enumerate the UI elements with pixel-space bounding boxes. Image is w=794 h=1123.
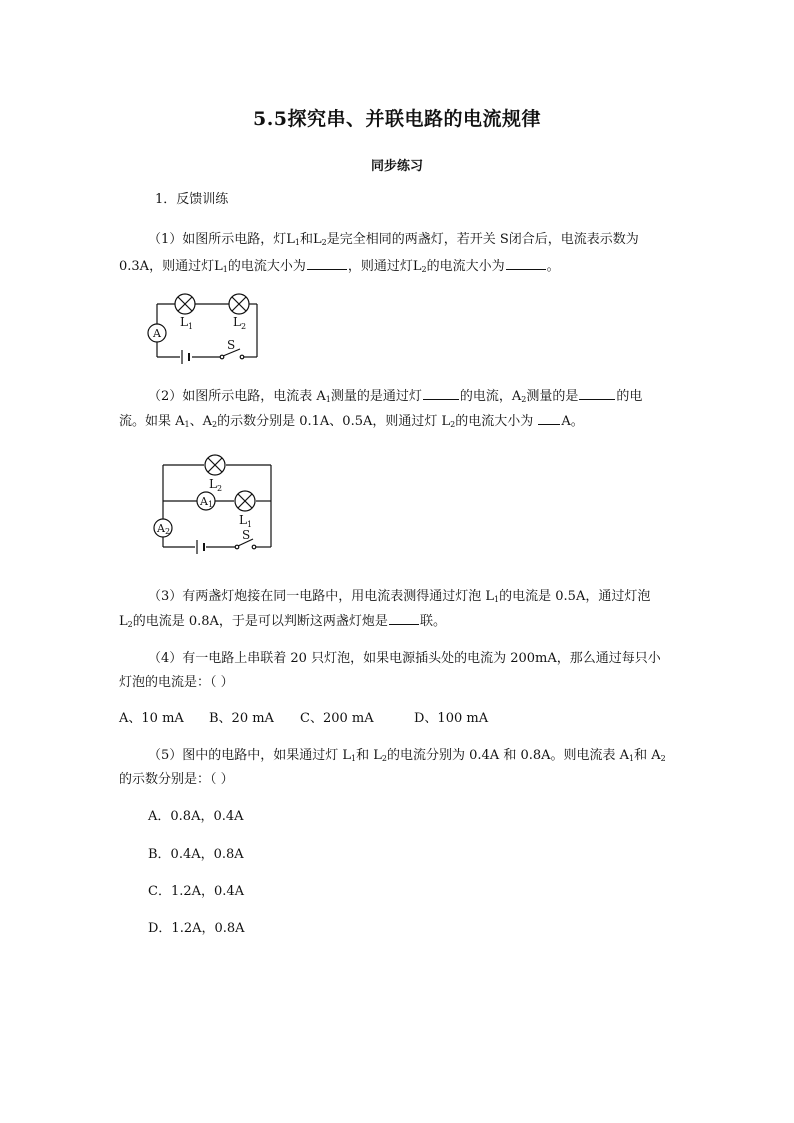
q5-option-a[interactable]: A．0.8A，0.4A <box>148 809 244 824</box>
q1-blank-2[interactable] <box>506 257 546 270</box>
svg-text:L: L <box>209 477 217 491</box>
q2-line-2: 流。如果 $A_1$、$A_2$的示数分别是 0.1A、0.5A，则通过灯 $L_2$的电流大小为 A。 <box>119 414 584 429</box>
q3-line-2: $L_2$的电流是 0.8A，于是可以判断这两盏灯炮是 联。 <box>119 614 446 629</box>
svg-text:A: A <box>200 495 208 508</box>
svg-text:2: 2 <box>241 322 247 331</box>
page-title: 5.5探究串、并联电路的电流规律 <box>252 108 542 130</box>
q4-line-1: （4）有一电路上串联着 20 只灯泡，如果电源插头处的电流为 200mA，那么通过每只小 <box>148 651 661 666</box>
svg-text:A: A <box>153 327 161 340</box>
svg-text:1: 1 <box>188 322 194 331</box>
page-subtitle: 同步练习 <box>370 159 423 174</box>
q5-option-c[interactable]: C．1.2A，0.4A <box>148 884 245 899</box>
svg-text:L: L <box>180 315 188 329</box>
q5-line-1: （5）图中的电路中，如果通过灯 $L_1$和 $L_2$的电流分别为 0.4A 和 0.8A。则电流表 $A_1$和 $A_2$ <box>148 748 666 763</box>
q1-line-2: 0.3A，则通过灯$L_1$的电流大小为 ，则通过灯$L_2$的电流大小为 。 <box>119 259 560 274</box>
svg-text:1: 1 <box>247 520 253 529</box>
q1-line-1: （1）如图所示电路，灯$L_1$和$L_2$是完全相同的两盏灯，若开关 S闭合后，电流表示数为 <box>148 232 639 247</box>
q2-blank-1[interactable] <box>423 387 459 400</box>
q5-option-b[interactable]: B．0.4A，0.8A <box>148 847 244 862</box>
q5-option-d[interactable]: D．1.2A，0.8A <box>148 921 245 936</box>
svg-text:2: 2 <box>165 527 171 536</box>
q1-blank-1[interactable] <box>307 257 347 270</box>
q2-line-1: （2）如图所示电路，电流表 $A_1$测量的是通过灯 的电流，$A_2$测量的是 的电 <box>148 389 643 404</box>
svg-text:L: L <box>233 315 241 329</box>
q4-option-b[interactable]: B、20 mA <box>209 711 274 726</box>
q4-line-2: 灯泡的电流是：（ ） <box>119 675 234 690</box>
q2-blank-3[interactable] <box>538 412 560 425</box>
svg-text:2: 2 <box>217 484 223 493</box>
q4-option-c[interactable]: C、200 mA <box>300 711 374 726</box>
q4-option-d[interactable]: D、100 mA <box>414 711 489 726</box>
battery-icon <box>197 540 204 554</box>
q3-blank[interactable] <box>389 612 419 625</box>
q3-line-1: （3）有两盏灯炮接在同一电路中，用电流表测得通过灯泡 $L_1$的电流是 0.5A，通过灯泡 <box>148 589 651 604</box>
battery-icon <box>182 350 189 364</box>
q5-line-2: 的示数分别是：（ ） <box>119 772 234 787</box>
svg-text:A: A <box>157 522 165 535</box>
q2-blank-2[interactable] <box>579 387 615 400</box>
series-circuit-diagram <box>140 285 270 367</box>
svg-text:S: S <box>227 338 236 352</box>
ammeter-icon <box>148 324 166 342</box>
svg-text:L: L <box>239 513 247 527</box>
svg-text:S: S <box>242 528 251 542</box>
svg-text:1: 1 <box>208 500 214 509</box>
section-heading: 1．反馈训练 <box>155 192 229 207</box>
q4-option-a[interactable]: A、10 mA <box>119 711 184 726</box>
parallel-circuit-diagram <box>150 452 280 560</box>
